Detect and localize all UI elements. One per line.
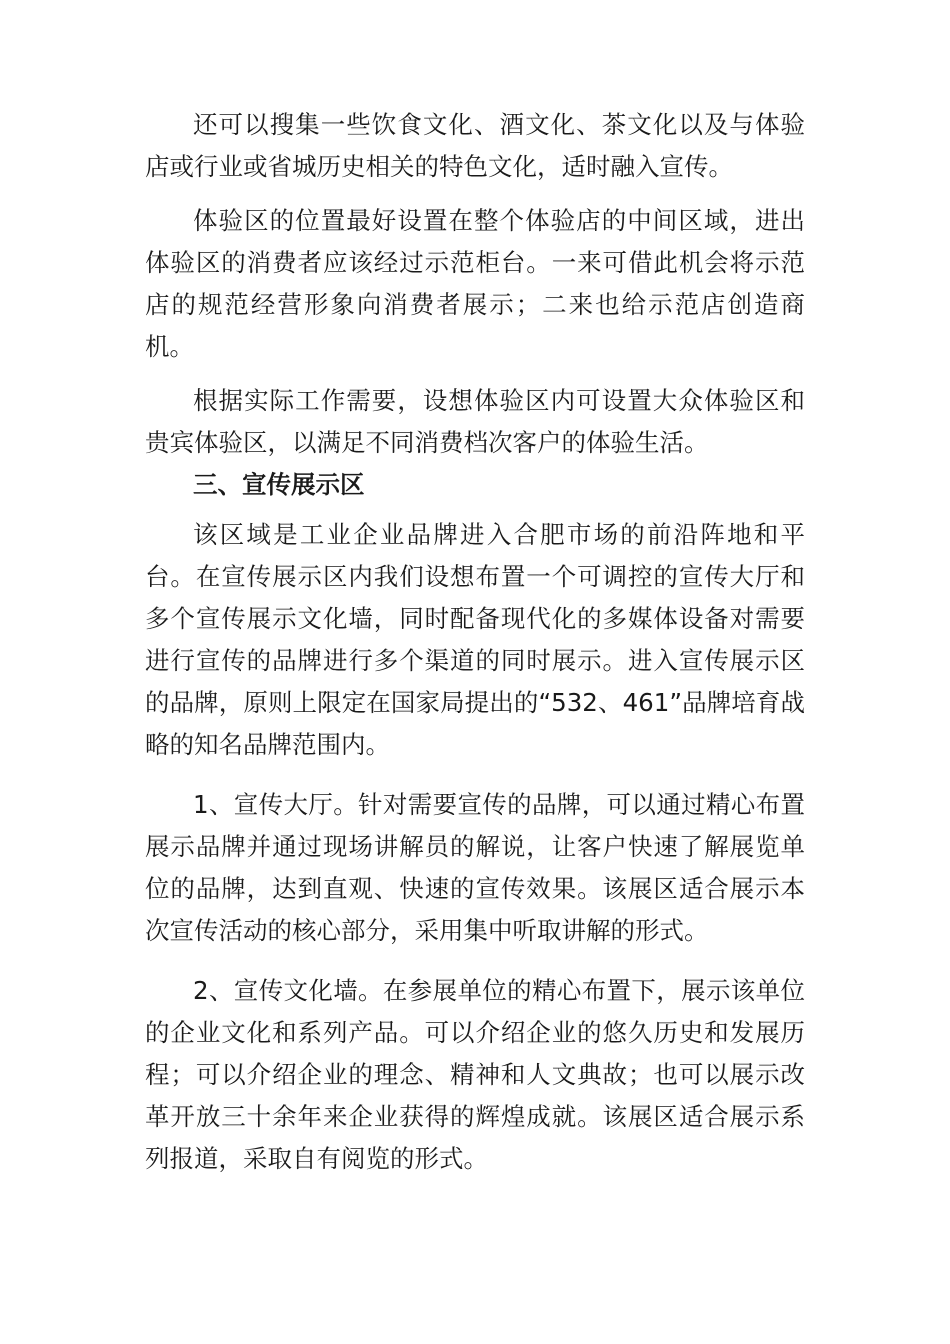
section-heading: 三、宣传展示区	[193, 470, 365, 499]
paragraph-culture-wall: 2、宣传文化墙。在参展单位的精心布置下，展示该单位的企业文化和系列产品。可以介绍企业的悠久历史和发展历程；可以介绍企业的理念、精神和人文典故；也可以展示改革开放三十余年来企业获得的辉煌成就。该展区适合展示系列报道，采取自有阅览的形式。	[145, 976, 805, 1173]
paragraph-experience-zones: 根据实际工作需要，设想体验区内可设置大众体验区和贵宾体验区，以满足不同消费档次客户的体验生活。	[145, 386, 805, 457]
paragraph-experience-location: 体验区的位置最好设置在整个体验店的中间区域，进出体验区的消费者应该经过示范柜台。一来可借此机会将示范店的规范经营形象向消费者展示；二来也给示范店创造商机。	[145, 206, 805, 361]
paragraph-culture: 还可以搜集一些饮食文化、酒文化、茶文化以及与体验店或行业或省城历史相关的特色文化，适时融入宣传。	[145, 110, 805, 181]
paragraph-publicity-hall: 1、宣传大厅。针对需要宣传的品牌，可以通过精心布置展示品牌并通过现场讲解员的解说，让客户快速了解展览单位的品牌，达到直观、快速的宣传效果。该展区适合展示本次宣传活动的核心部分，采用集中听取讲解的形式。	[145, 790, 805, 945]
paragraph-display-area: 该区域是工业企业品牌进入合肥市场的前沿阵地和平台。在宣传展示区内我们设想布置一个可调控的宣传大厅和多个宣传展示文化墙，同时配备现代化的多媒体设备对需要进行宣传的品牌进行多个渠道的同时展示。进入宣传展示区的品牌，原则上限定在国家局提出的“532、461”品牌培育战略的知名品牌范围内。	[145, 520, 805, 759]
document-body	[145, 104, 805, 1180]
